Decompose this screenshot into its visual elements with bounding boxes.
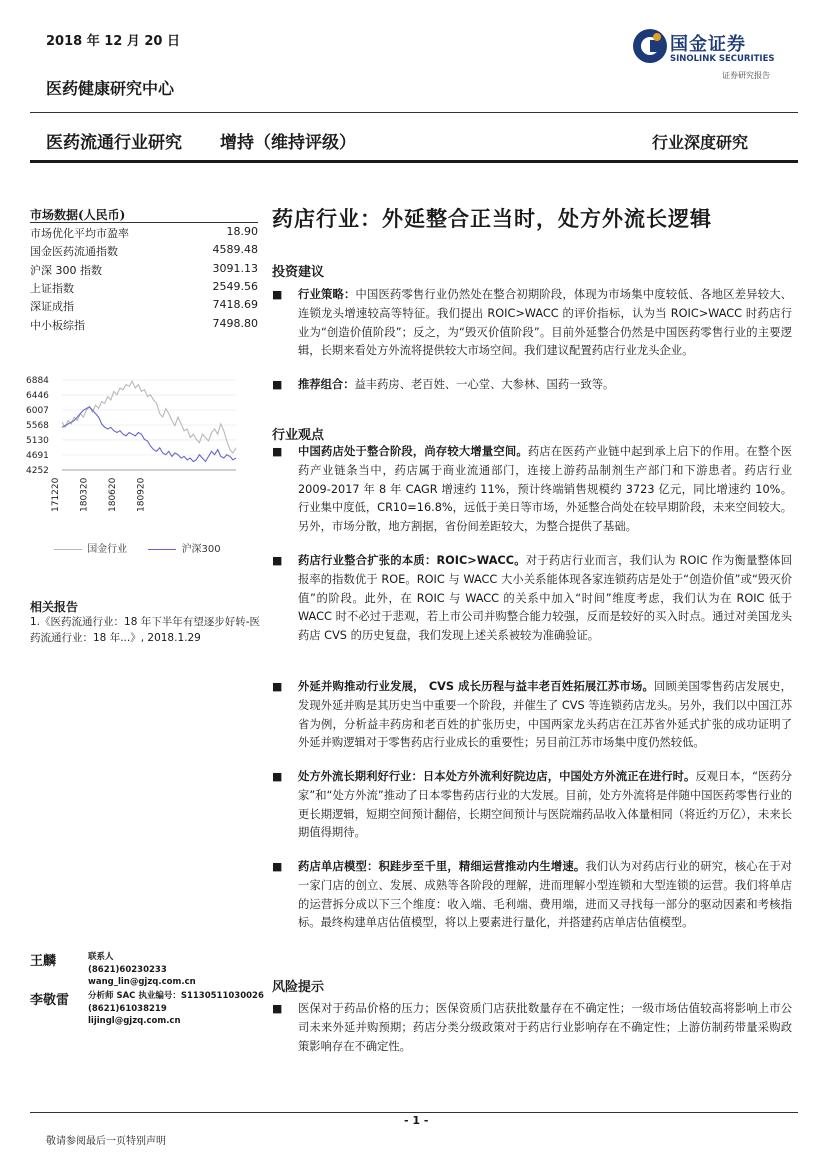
bullet-square-icon: ■ — [272, 554, 283, 567]
bullet-strategy — [272, 286, 792, 361]
y-tick-label: 6446 — [26, 390, 49, 401]
market-data-label: 沪深 300 指数 — [30, 263, 102, 277]
analyst-1-role: 联系人 — [88, 952, 114, 962]
footer-divider — [30, 1112, 798, 1113]
market-data-label: 上证指数 — [30, 281, 74, 295]
bullet-store-model-lead: 药店单店模型：积跬步至千里，精细运营推动内生增速。 — [298, 860, 586, 873]
market-data-value: 2549.56 — [212, 279, 258, 293]
related-report-item: 1.《医药流通行业：18 年下半年有望逐步好转-医药流通行业：18 年...》, 2018.1.29 — [30, 616, 261, 644]
x-tick-label: 180920 — [136, 477, 147, 512]
report-type: 行业深度研究 — [652, 133, 749, 152]
market-data-row — [30, 280, 258, 298]
bullet-risk — [272, 1000, 792, 1056]
bullet-risk-text: 医保对于药品价格的压力；医保资质门店获批数量存在不确定性；一级市场估值较高将影响上市公司未来外延并购预期；药店分类分级政策对于药店行业影响存在不确定性；上游仿制药带量采购政策影响存在不确定性。 — [298, 1002, 792, 1053]
bullet-roic-text: 对于药店行业而言，我们认为 ROIC 作为衡量整体回报率的指数优于 ROE。ROIC 与 WACC 大小关系能体现各家连锁药店是处于“创造价值”或“毁灭价值”的阶段。此外，在 ROIC 与 WACC 的关系中加入“时间”维度考虑，我们认为在 ROIC 低于 WACC 时不必过于悲观，若上市公司并购整合能力较强，反而是较好的买入时点。通过对美国龙头药店 CVS 的历史复盘，我们发现上述关系被较为准确验证。 — [298, 554, 792, 643]
logo-subtitle: 证券研究报告 — [722, 71, 770, 80]
analyst-1-phone: (8621)60230233 — [88, 964, 167, 975]
bullet-consolidation-lead: 中国药店处于整合阶段，尚存较大增量空间。 — [298, 445, 528, 458]
page-number: - 1 - — [404, 1114, 429, 1127]
x-tick-label: 180320 — [79, 477, 90, 512]
header-divider — [30, 112, 798, 113]
rating: 增持（维持评级） — [220, 133, 356, 153]
analyst-2-role: 分析师 SAC 执业编号：S1130511030026 — [88, 991, 264, 1001]
report-date: 2018 年 12 月 20 日 — [46, 34, 180, 49]
market-data-label: 深证成指 — [30, 300, 74, 314]
bullet-ma-lead: 外延并购推动行业发展， CVS 成长历程与益丰老百姓拓展江苏市场。 — [298, 680, 654, 693]
bullet-store-model — [272, 858, 792, 933]
legend-line-hs300 — [148, 549, 176, 550]
y-tick-label: 6007 — [26, 405, 49, 416]
bullet-portfolio — [272, 376, 792, 395]
market-data-label: 市场优化平均市盈率 — [30, 227, 129, 240]
bullet-ma — [272, 678, 792, 753]
research-center: 医药健康研究中心 — [46, 79, 175, 98]
y-tick-label: 5568 — [26, 421, 49, 431]
market-data-row — [30, 225, 258, 243]
chart-legend — [54, 540, 264, 554]
bullet-ma-text: 回顾美国零售药店发展史，发现外延并购是其历史当中重要一个阶段，并催生了 CVS 等连锁药店龙头。另外，我们以中国江苏省为例，分析益丰药房和老百姓的扩张历史，中国两家龙头药店在江苏省外延式扩张的成功证明了外延并购逻辑对于零售药店行业成长的重要性；另目前江苏市场集中度仍然较低。 — [298, 680, 792, 750]
y-tick-label: 4691 — [26, 450, 49, 461]
series-line-hs300 — [62, 407, 236, 462]
bullet-consolidation — [272, 443, 792, 537]
bullet-square-icon: ■ — [272, 680, 283, 693]
analyst-name-1: 王麟 — [30, 954, 57, 969]
logo-name: 国金证券 — [670, 34, 746, 55]
y-tick-label: 4252 — [26, 466, 49, 476]
index-chart — [24, 370, 264, 520]
section-title-views: 行业观点 — [272, 428, 325, 443]
market-data-value: 3091.13 — [212, 261, 258, 275]
y-tick-label: 5130 — [26, 435, 49, 446]
x-tick-label: 180620 — [108, 477, 118, 512]
market-data-label: 中小板综指 — [30, 318, 85, 332]
market-data-divider — [30, 222, 258, 223]
logo-mark-icon — [630, 26, 670, 66]
bullet-consolidation-text: 药店在医药产业链中起到承上启下的作用。在整个医药产业链条当中，药店属于商业流通部门，连接上游药品制剂生产部门和下游患者。药店行业 2009-2017 年 8 年 CAGR 增速约 11%，预计终端销售规模约 3723 亿元，同比增速约 10%。行业集中度低，CR10=16.8%，远低于美日等市场，外延整合尚处在较早期阶段，未来空间较大。另外，市场分散，地方割据，省份间差距较大，为整合提供了基础。 — [298, 445, 792, 534]
analyst-1-email[interactable]: wang_lin@gjzq.com.cn — [88, 977, 196, 987]
title-divider — [30, 160, 798, 163]
legend-label-hs300: 沪深300 — [181, 544, 221, 555]
market-data-value: 18.90 — [226, 225, 258, 238]
analyst-info-1 — [88, 951, 196, 989]
analyst-name-2: 李敬雷 — [30, 993, 70, 1008]
logo-name-en: SINOLINK SECURITIES — [670, 54, 775, 64]
bullet-store-model-text: 我们认为对药店行业的研究，核心在于对一家门店的创立、发展、成熟等各阶段的理解，进而理解小型连锁和大型连锁的运营。我们将单店的运营拆分成以下三个维度：收入端、毛利端、费用端，进而又寻找每一部分的驱动因素和考核指标。最终构建单店估值模型，将以上要素进行量化，并搭建药店单店估值模型。 — [298, 860, 792, 930]
bullet-square-icon: ■ — [272, 445, 283, 458]
bullet-prescription-lead: 处方外流长期利好行业：日本处方外流利好院边店，中国处方外流正在进行时。 — [298, 770, 696, 783]
bullet-square-icon: ■ — [272, 378, 283, 391]
industry-title: 医药流通行业研究 — [46, 133, 182, 153]
market-data-value: 7418.69 — [212, 298, 258, 312]
market-data-value: 7498.80 — [212, 316, 258, 330]
market-data-row — [30, 262, 258, 280]
bullet-portfolio-lead: 推荐组合： — [298, 378, 355, 391]
market-data-label: 国金医药流通指数 — [30, 245, 118, 259]
bullet-roic-lead: 药店行业整合扩张的本质：ROIC>WACC。 — [298, 554, 526, 567]
bullet-portfolio-text: 益丰药房、老百姓、一心堂、大参林、国药一致等。 — [354, 378, 615, 391]
section-title-risk: 风险提示 — [272, 980, 325, 995]
bullet-square-icon: ■ — [272, 860, 283, 873]
bullet-prescription-text: 反观日本，“医药分家”和“处方外流”推动了日本零售药店行业的大发展。目前，处方外流将是伴随中国医药零售行业的更长期逻辑，短期空间预计翻倍，长期空间预计与医院端药品收入体量相同（将近约万亿），未来长期值得期待。 — [298, 770, 792, 840]
market-data-row — [30, 298, 258, 316]
bullet-square-icon: ■ — [272, 1002, 283, 1015]
related-reports-title: 相关报告 — [30, 600, 79, 614]
bullet-prescription — [272, 768, 792, 843]
bullet-square-icon: ■ — [272, 288, 283, 301]
market-data-value: 4589.48 — [212, 243, 258, 257]
y-tick-label: 6884 — [26, 376, 49, 386]
legend-label-industry: 国金行业 — [87, 544, 128, 555]
bullet-strategy-lead: 行业策略： — [298, 288, 356, 301]
analyst-2-phone: (8621)61038219 — [88, 1003, 167, 1014]
analyst-2-email[interactable]: lijingl@gjzq.com.cn — [88, 1016, 181, 1026]
analyst-info-2 — [88, 990, 264, 1028]
bullet-strategy-text: 中国医药零售行业仍然处在整合初期阶段，体现为市场集中度较低、各地区差异较大、连锁龙头增速较高等特征。我们提出 ROIC>WACC 的评价指标，认为当 ROIC>WACC 时药店行业为“创造价值阶段”；反之，为“毁灭价值阶段”。目前外延整合仍然是中国医药零售行业的主要逻辑，长期来看处方外流将提供较大市场空间。我们建议配置药店行业龙头企业。 — [298, 288, 792, 358]
bullet-square-icon: ■ — [272, 770, 283, 783]
market-data-row — [30, 243, 258, 261]
x-tick-label: 171220 — [51, 477, 61, 512]
report-headline: 药店行业：外延整合正当时，处方外流长逻辑 — [272, 206, 712, 231]
series-line-industry — [62, 381, 236, 453]
market-data-row — [30, 317, 258, 335]
market-data-title: 市场数据(人民币) — [30, 208, 126, 222]
footer-disclaimer: 敬请参阅最后一页特别声明 — [46, 1136, 166, 1147]
section-title-investment: 投资建议 — [272, 265, 325, 280]
bullet-roic — [272, 552, 792, 646]
legend-line-industry — [54, 549, 82, 550]
